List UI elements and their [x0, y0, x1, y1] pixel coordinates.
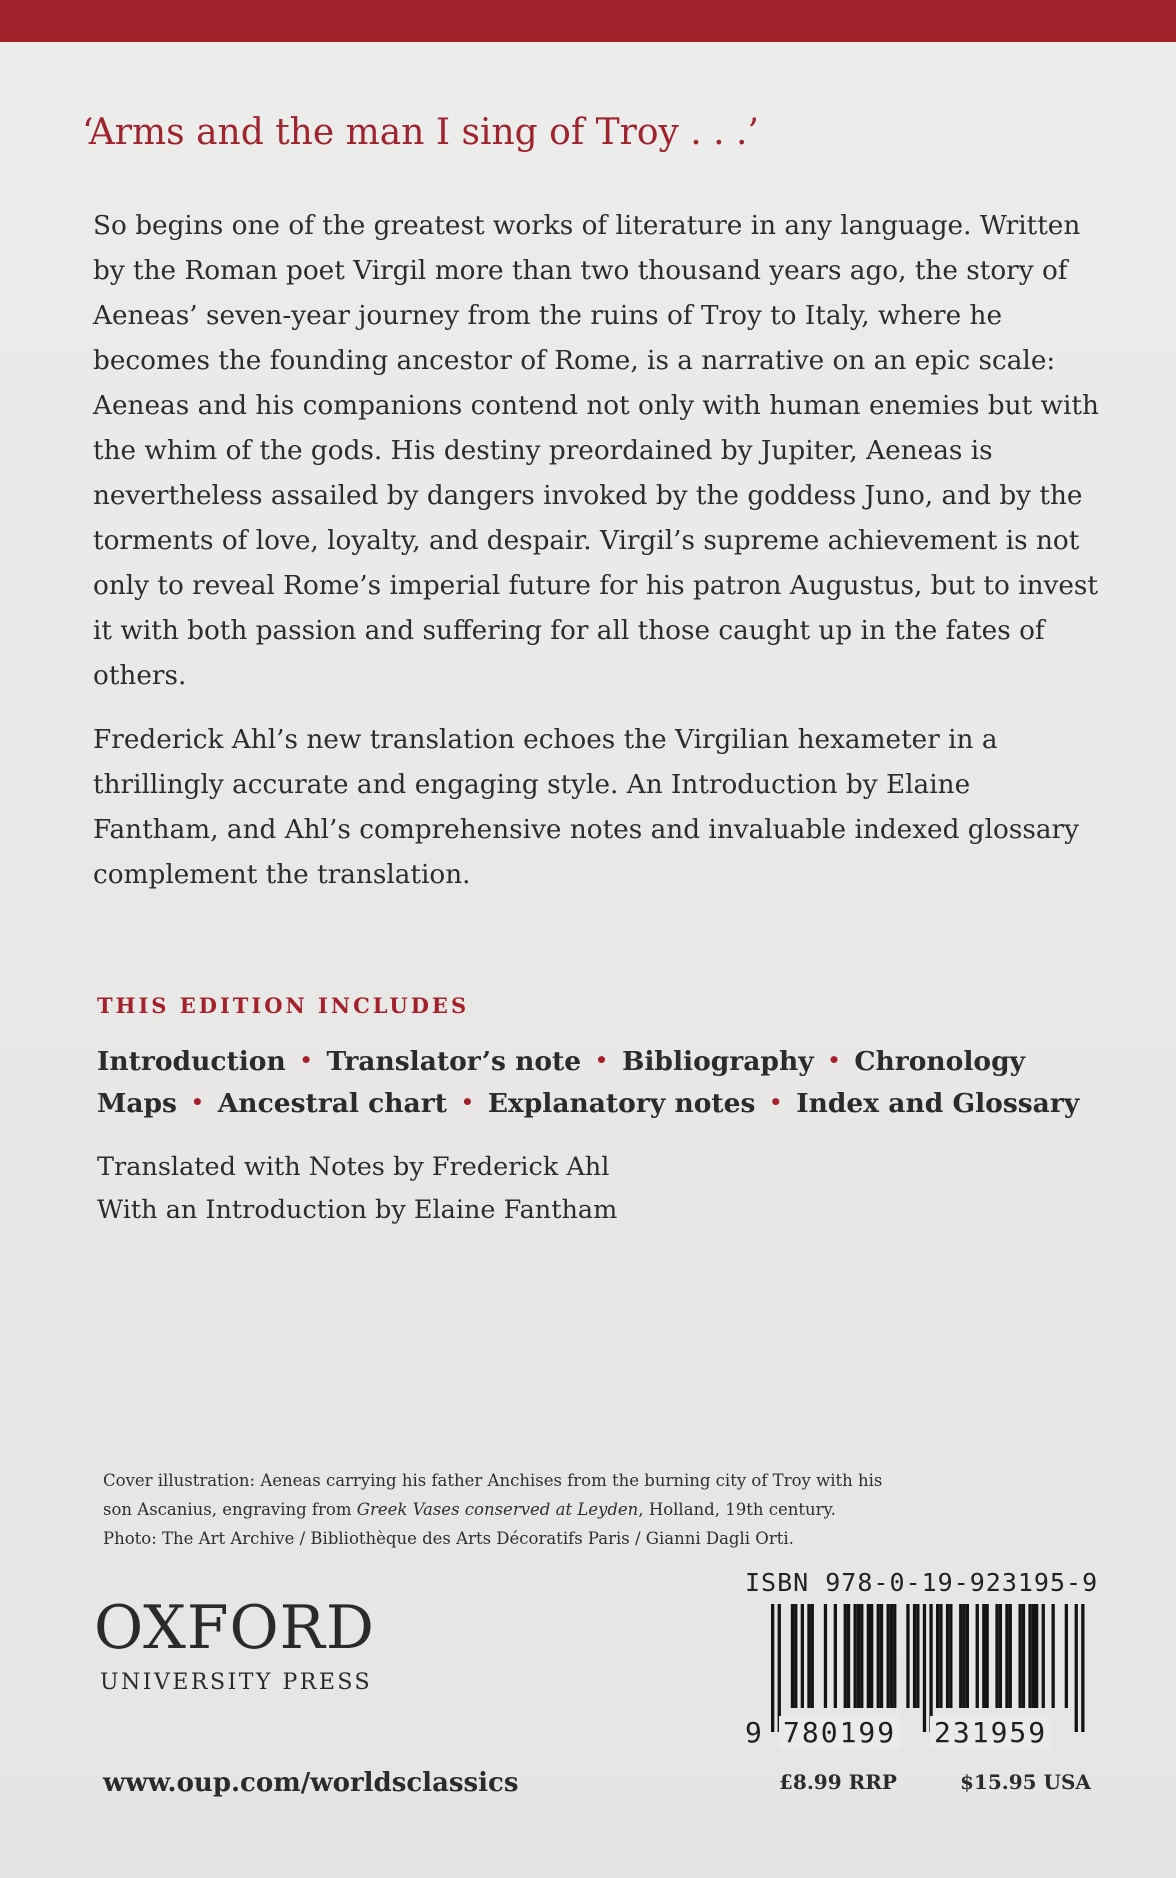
barcode-bar [771, 1604, 774, 1732]
barcode-bar [791, 1604, 794, 1708]
barcode-bar [966, 1604, 969, 1708]
barcode-bar [887, 1604, 890, 1708]
publisher-logo [94, 1593, 375, 1695]
barcode-bar [844, 1604, 847, 1708]
cover-illustration-note [103, 1466, 903, 1553]
barcode-bar [946, 1604, 949, 1708]
barcode-bar [962, 1604, 965, 1708]
barcode-bar [906, 1604, 909, 1708]
bullet-separator: • [595, 1048, 608, 1072]
blurb-paragraph-1: So begins one of the greatest works of literature in any language. Written by the Roman poet Virgil more than two thousand years ago, the story of Aeneas’ seven-year journey from the ruins of Troy to Italy, where he becomes the founding ancestor of Rome, is a narrative on an epic scale: Aeneas and his companions contend not only with human enemies but with the whim of the gods. His destiny preordained by Jupiter, Aeneas is nevertheless assailed by dangers invoked by the goddess Juno, and by the torments of love, loyalty, and despair. Virgil’s supreme achievement is not only to reveal Rome’s imperial future for his patron Augustus, but to invest it with both passion and suffering for all those caught up in the fates of others. [93, 211, 1099, 691]
barcode-bar [913, 1604, 916, 1708]
cover-note-work-title: Greek Vases conserved at Leyden [356, 1500, 639, 1519]
barcode-bar [778, 1604, 781, 1732]
barcode-bar [923, 1604, 926, 1732]
edition-item-ancestral-chart: Ancestral chart [217, 1088, 447, 1119]
introduction-credit: With an Introduction by Elaine Fantham [97, 1195, 618, 1225]
barcode-bar [959, 1604, 962, 1708]
barcode-digit-group-2: 231959 [930, 1716, 1051, 1749]
edition-item-introduction: Introduction [97, 1046, 286, 1077]
barcode-bar [1065, 1604, 1068, 1708]
barcode-bar [1042, 1604, 1045, 1708]
barcode-bar [1075, 1604, 1078, 1732]
barcode-bar [880, 1604, 883, 1708]
barcode-digit-group-1: 780199 [779, 1716, 900, 1749]
barcode-bar [976, 1604, 979, 1708]
edition-item-translators-note: Translator’s note [326, 1046, 582, 1077]
bullet-separator: • [827, 1048, 841, 1072]
barcode-bar [854, 1604, 857, 1708]
price-usd: $15.95 USA [960, 1770, 1091, 1794]
barcode-bar [1035, 1604, 1038, 1708]
barcode-bar [811, 1604, 814, 1708]
barcode-bar [870, 1604, 873, 1708]
barcode-bar [916, 1604, 919, 1708]
tagline-quote: ‘Arms and the man I sing of Troy . . .’ [82, 112, 759, 153]
edition-item-bibliography: Bibliography [621, 1046, 814, 1077]
barcode-bar [877, 1604, 880, 1708]
barcode-bar [1005, 1604, 1008, 1708]
barcode-bars [745, 1604, 1105, 1734]
edition-includes-line-1 [97, 1046, 1025, 1077]
barcode-bar [1019, 1604, 1022, 1708]
edition-item-explanatory-notes: Explanatory notes [487, 1088, 756, 1119]
cover-note-text-end: , Holland, 19th century. [638, 1500, 836, 1519]
barcode-bar [857, 1604, 860, 1708]
photo-credit: Photo: The Art Archive / Bibliothèque des Arts Décoratifs Paris / Gianni Dagli Orti. [103, 1529, 794, 1548]
barcode-bar [807, 1604, 810, 1708]
barcode-bar [847, 1604, 850, 1708]
barcode-bar [1028, 1604, 1031, 1708]
barcode-bar [1032, 1604, 1035, 1708]
barcode-bar [939, 1604, 942, 1708]
barcode-bar [986, 1604, 989, 1708]
barcode-bar [893, 1604, 896, 1708]
barcode-bar [1009, 1604, 1012, 1708]
barcode-bar [936, 1604, 939, 1708]
bullet-separator: • [769, 1090, 783, 1114]
barcode-bar [834, 1604, 837, 1708]
barcode-bar [890, 1604, 893, 1708]
barcode-bar [929, 1604, 932, 1732]
edition-includes-line-2 [97, 1088, 1079, 1119]
barcode-bar [995, 1604, 998, 1708]
publisher-website: www.oup.com/worldsclassics [103, 1768, 519, 1798]
edition-includes-heading: THIS EDITION INCLUDES [97, 993, 470, 1018]
cover-note-text: Cover illustration: Aeneas carrying his father Anchises from the burning city of Troy with his son Ascanius, engraving from [103, 1471, 883, 1519]
barcode [745, 1604, 1105, 1754]
top-red-band [0, 0, 1176, 42]
publisher-name: OXFORD [94, 1593, 375, 1663]
edition-item-index-glossary: Index and Glossary [796, 1088, 1080, 1119]
publisher-subname: UNIVERSITY PRESS [100, 1670, 373, 1695]
barcode-lead-digit: 9 [745, 1716, 762, 1749]
barcode-bar [1022, 1604, 1025, 1708]
translator-credit: Translated with Notes by Frederick Ahl [97, 1152, 610, 1182]
barcode-bar [824, 1604, 827, 1708]
barcode-bar [867, 1604, 870, 1708]
bullet-separator: • [190, 1090, 204, 1114]
edition-item-chronology: Chronology [854, 1046, 1026, 1077]
isbn-label: ISBN 978-0-19-923195-9 [745, 1568, 1099, 1597]
bullet-separator: • [460, 1090, 474, 1114]
barcode-bar [1081, 1604, 1084, 1732]
barcode-bar [999, 1604, 1002, 1708]
barcode-bar [794, 1604, 797, 1708]
edition-item-maps: Maps [97, 1088, 177, 1119]
bullet-separator: • [299, 1048, 313, 1072]
barcode-bar [949, 1604, 952, 1708]
barcode-bar [860, 1604, 863, 1708]
blurb-paragraph-2: Frederick Ahl’s new translation echoes the Virgilian hexameter in a thrillingly accurate and engaging style. An Introduction by Elaine Fantham, and Ahl’s comprehensive notes and invaluable indexed glossary complement the translation. [93, 725, 1079, 890]
barcode-bar [982, 1604, 985, 1708]
barcode-bar [801, 1604, 804, 1708]
barcode-bar [1052, 1604, 1055, 1708]
price-gbp: £8.99 RRP [779, 1770, 897, 1794]
